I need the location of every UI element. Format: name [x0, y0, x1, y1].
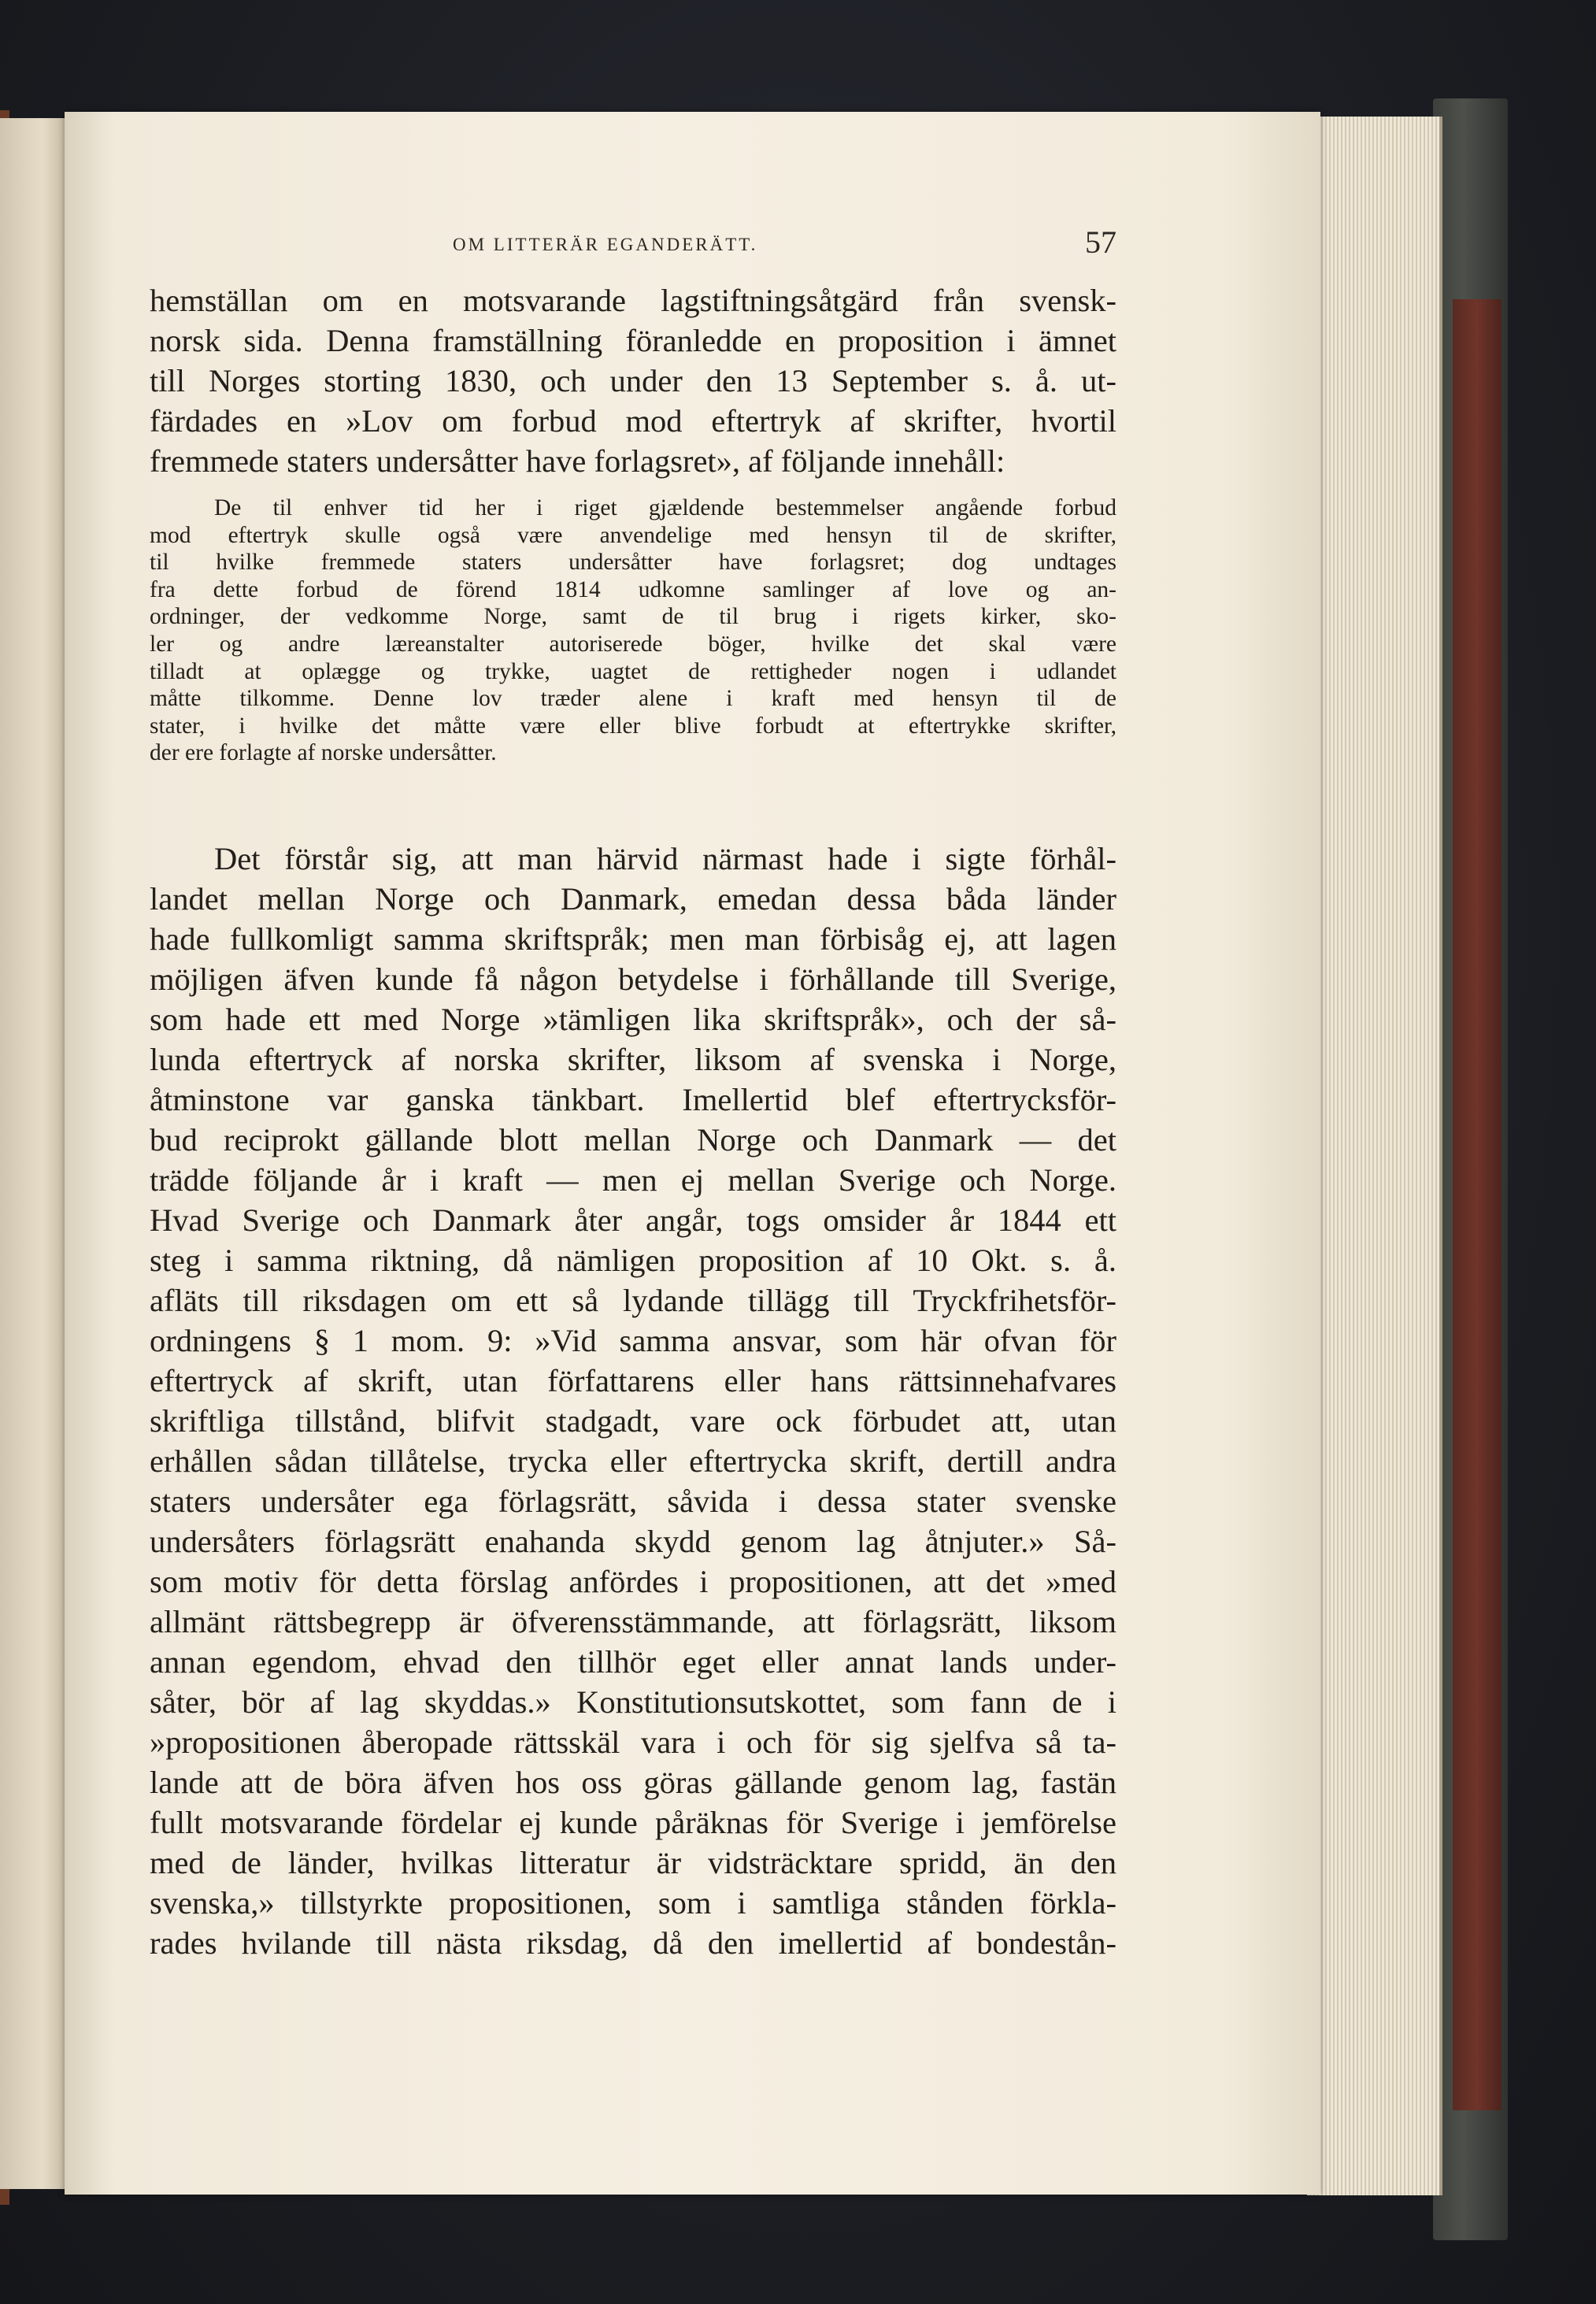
text-line: fullt motsvarande fördelar ej kunde påräknas för Sverige i jemförelse	[150, 1805, 1116, 1840]
text-line: norsk sida. Denna framställning föranledde en proposition i ämnet	[150, 323, 1116, 358]
text-line: Det förstår sig, att man härvid närmast hade i sigte förhål-	[214, 841, 1116, 876]
text-line: såter, bör af lag skyddas.» Konstitutionsutskottet, som fann de i	[150, 1684, 1116, 1720]
text-line: erhållen sådan tillåtelse, trycka eller eftertrycka skrift, dertill andra	[150, 1443, 1116, 1479]
text-line: som motiv för detta förslag anfördes i propositionen, att det »med	[150, 1564, 1116, 1599]
text-line: bud reciprokt gällande blott mellan Norge och Danmark — det	[150, 1122, 1116, 1158]
quote-line: De til enhver tid her i riget gjældende bestemmelser angående forbud	[214, 495, 1116, 520]
text-line: rades hvilande till nästa riksdag, då den imellertid af bondestån-	[150, 1925, 1116, 1961]
page-edges	[1307, 117, 1442, 2195]
cover-leather-spine	[1453, 299, 1502, 2110]
text-line: med de länder, hvilkas litteratur är vidsträcktare spridd, än den	[150, 1845, 1116, 1880]
page-number: 57	[1085, 224, 1116, 260]
quote-line: stater, i hvilke det måtte være eller blive forbudt at eftertrykke skrifter,	[150, 713, 1116, 739]
text-line: afläts till riksdagen om ett så lydande tillägg till Tryckfrihetsför-	[150, 1283, 1116, 1318]
text-line: annan egendom, ehvad den tillhör eget eller annat lands under-	[150, 1644, 1116, 1680]
text-line: steg i samma riktning, då nämligen proposition af 10 Okt. s. å.	[150, 1243, 1116, 1278]
quote-line: fra dette forbud de förend 1814 udkomne samlinger af love og an-	[150, 576, 1116, 602]
paragraph-1	[150, 280, 1116, 481]
text-line: »propositionen åberopade rättsskäl vara i och för sig sjelfva så ta-	[150, 1724, 1116, 1760]
text-line: till Norges storting 1830, och under den 13 September s. å. ut-	[150, 363, 1116, 398]
paragraph-2	[150, 839, 1116, 1963]
quote-line: til hvilke fremmede staters undersåtter have forlagsret; dog undtages	[150, 550, 1116, 576]
text-line: hemställan om en motsvarande lagstiftningsåtgärd från svensk-	[150, 283, 1116, 318]
text-line: som hade ett med Norge »tämligen lika skriftspråk», och der så-	[150, 1002, 1116, 1037]
text-line: skriftliga tillstånd, blifvit stadgadt, vare ock förbudet att, utan	[150, 1403, 1116, 1439]
text-line: trädde följande år i kraft — men ej mellan Sverige och Norge.	[150, 1162, 1116, 1198]
text-line: lande att de böra äfven hos oss göras gällande genom lag, fastän	[150, 1765, 1116, 1800]
text-line: hade fullkomligt samma skriftspråk; men man förbisåg ej, att lagen	[150, 921, 1116, 957]
quoted-law-text	[150, 495, 1116, 767]
text-line: färdades en »Lov om forbud mod eftertryk af skrifter, hvortil	[150, 403, 1116, 439]
quote-line: ler og andre læreanstalter autoriserede böger, hvilke det skal være	[150, 631, 1116, 657]
quote-line: tilladt at oplægge og trykke, uagtet de rettigheder nogen i udlandet	[150, 658, 1116, 684]
running-head: OM LITTERÄR EGANDERÄTT.	[453, 235, 758, 254]
text-line: Hvad Sverige och Danmark åter angår, togs omsider år 1844 ett	[150, 1202, 1116, 1238]
text-line: åtminstone var ganska tänkbart. Imellertid blef eftertrycksför-	[150, 1082, 1116, 1117]
quote-line: mod eftertryk skulle også være anvendelige med hensyn til de skrifter,	[150, 522, 1116, 548]
text-line: svenska,» tillstyrkte propositionen, som i samtliga stånden förkla-	[150, 1885, 1116, 1921]
text-line: landet mellan Norge och Danmark, emedan dessa båda länder	[150, 881, 1116, 917]
text-line: staters undersåter ega förlagsrätt, såvida i dessa stater svenske	[150, 1484, 1116, 1519]
quote-line: ordninger, der vedkomme Norge, samt de til brug i rigets kirker, sko-	[150, 604, 1116, 630]
text-line: eftertryck af skrift, utan författarens eller hans rättsinnehafvares	[150, 1363, 1116, 1398]
quote-line: måtte tilkomme. Denne lov træder alene i kraft med hensyn til de	[150, 686, 1116, 712]
text-line: fremmede staters undersåtter have forlagsret», af följande innehåll:	[150, 443, 1005, 479]
text-line: undersåters förlagsrätt enahanda skydd genom lag åtnjuter.» Så-	[150, 1524, 1116, 1559]
text-line: möjligen äfven kunde få någon betydelse i förhållande till Sverige,	[150, 961, 1116, 997]
text-line: ordningens § 1 mom. 9: »Vid samma ansvar, som här ofvan för	[150, 1323, 1116, 1358]
text-line: allmänt rättsbegrepp är öfverensstämmande, att förlagsrätt, liksom	[150, 1604, 1116, 1639]
text-line: lunda eftertryck af norska skrifter, liksom af svenska i Norge,	[150, 1042, 1116, 1077]
quote-line: der ere forlagte af norske undersåtter.	[150, 740, 497, 766]
